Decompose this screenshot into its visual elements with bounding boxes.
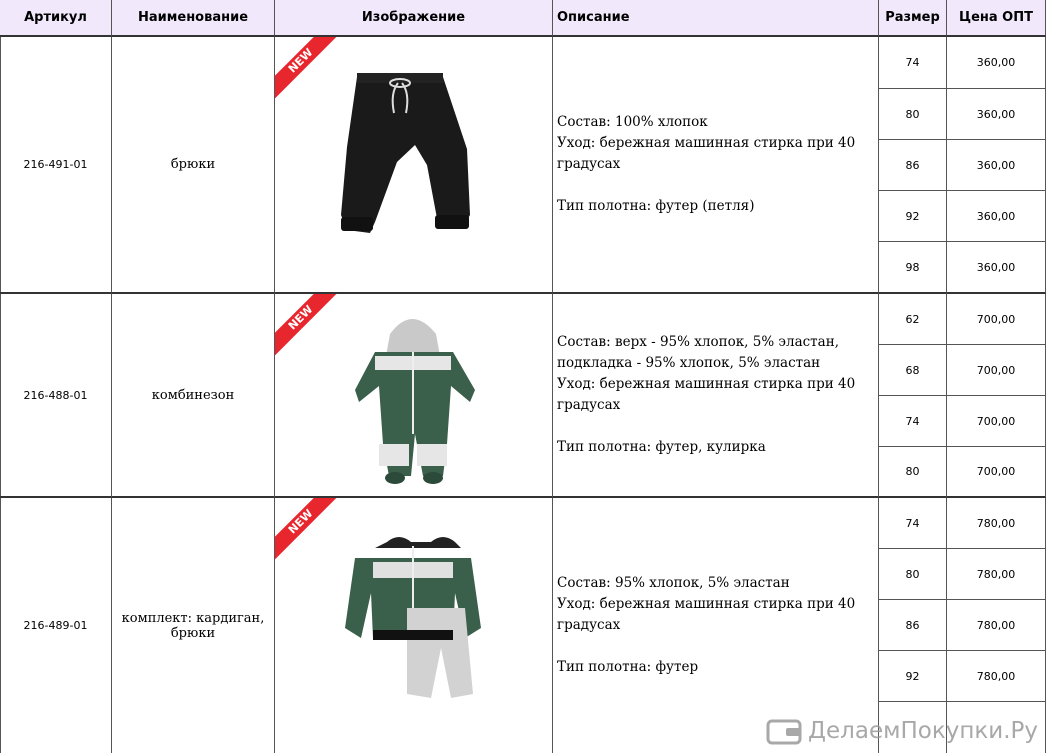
- row-3-image: [275, 498, 553, 753]
- row-3-size: 80: [879, 549, 947, 600]
- new-badge: NEW: [275, 498, 343, 566]
- row-3-size: 74: [879, 498, 947, 549]
- row-1-price: 360,00: [947, 191, 1046, 242]
- header-description: Описание: [553, 0, 879, 37]
- wallet-icon: [766, 717, 802, 745]
- header-size: Размер: [879, 0, 947, 37]
- header-article: Артикул: [0, 0, 112, 37]
- new-badge: NEW: [275, 37, 343, 105]
- desc-line: градусах: [557, 397, 621, 413]
- desc-line: градусах: [557, 617, 621, 633]
- row-2-price: 700,00: [947, 345, 1046, 396]
- row-1-article: 216-491-01: [0, 37, 112, 294]
- row-3-size: 92: [879, 651, 947, 702]
- row-2-name: комбинезон: [112, 294, 275, 498]
- desc-line: Состав: 100% хлопок: [557, 114, 708, 130]
- desc-line: Тип полотна: футер: [557, 659, 699, 675]
- row-2-article: 216-488-01: [0, 294, 112, 498]
- row-3-name: комплект: кардиган, брюки: [112, 498, 275, 753]
- row-1-size: 80: [879, 89, 947, 140]
- row-1-price: 360,00: [947, 89, 1046, 140]
- row-3-price: 780,00: [947, 651, 1046, 702]
- row-1-image: [275, 37, 553, 294]
- desc-line: Уход: бережная машинная стирка при 40: [557, 135, 856, 151]
- row-1-size: 98: [879, 242, 947, 294]
- row-3-article: 216-489-01: [0, 498, 112, 753]
- row-2-price: 700,00: [947, 294, 1046, 345]
- desc-line: Уход: бережная машинная стирка при 40: [557, 596, 856, 612]
- row-1-name: брюки: [112, 37, 275, 294]
- row-1-price: 360,00: [947, 140, 1046, 191]
- row-2-price: 700,00: [947, 396, 1046, 447]
- row-1-price: 360,00: [947, 37, 1046, 89]
- row-3-price: 780,00: [947, 498, 1046, 549]
- row-2-size: 80: [879, 447, 947, 498]
- row-2-price: 700,00: [947, 447, 1046, 498]
- row-1-size: 86: [879, 140, 947, 191]
- row-3-price: 780,00: [947, 549, 1046, 600]
- desc-line: Уход: бережная машинная стирка при 40: [557, 376, 856, 392]
- desc-gap: [557, 636, 874, 657]
- row-2-description: [553, 294, 879, 498]
- new-badge: NEW: [275, 294, 343, 362]
- row-1-description: [553, 37, 879, 294]
- desc-line: Тип полотна: футер, кулирка: [557, 439, 766, 455]
- row-1-price: 360,00: [947, 242, 1046, 294]
- desc-line: Состав: 95% хлопок, 5% эластан: [557, 575, 790, 591]
- row-2-size: 68: [879, 345, 947, 396]
- watermark: [766, 717, 1038, 745]
- desc-line: Состав: верх - 95% хлопок, 5% эластан,: [557, 334, 839, 350]
- header-name: Наименование: [112, 0, 275, 37]
- row-1-size: 92: [879, 191, 947, 242]
- desc-line: Тип полотна: футер (петля): [557, 198, 755, 214]
- row-3-size: 86: [879, 600, 947, 651]
- desc-line: градусах: [557, 156, 621, 172]
- header-price: Цена ОПТ: [947, 0, 1046, 37]
- desc-gap: [557, 175, 874, 196]
- row-3-description: [553, 498, 879, 753]
- row-2-size: 74: [879, 396, 947, 447]
- row-2-size: 62: [879, 294, 947, 345]
- desc-line: подкладка - 95% хлопок, 5% эластан: [557, 355, 821, 371]
- row-3-price: 780,00: [947, 600, 1046, 651]
- desc-gap: [557, 416, 874, 437]
- watermark-text: ДелаемПокупки.Ру: [808, 718, 1038, 744]
- row-1-size: 74: [879, 37, 947, 89]
- header-image: Изображение: [275, 0, 553, 37]
- row-2-image: [275, 294, 553, 498]
